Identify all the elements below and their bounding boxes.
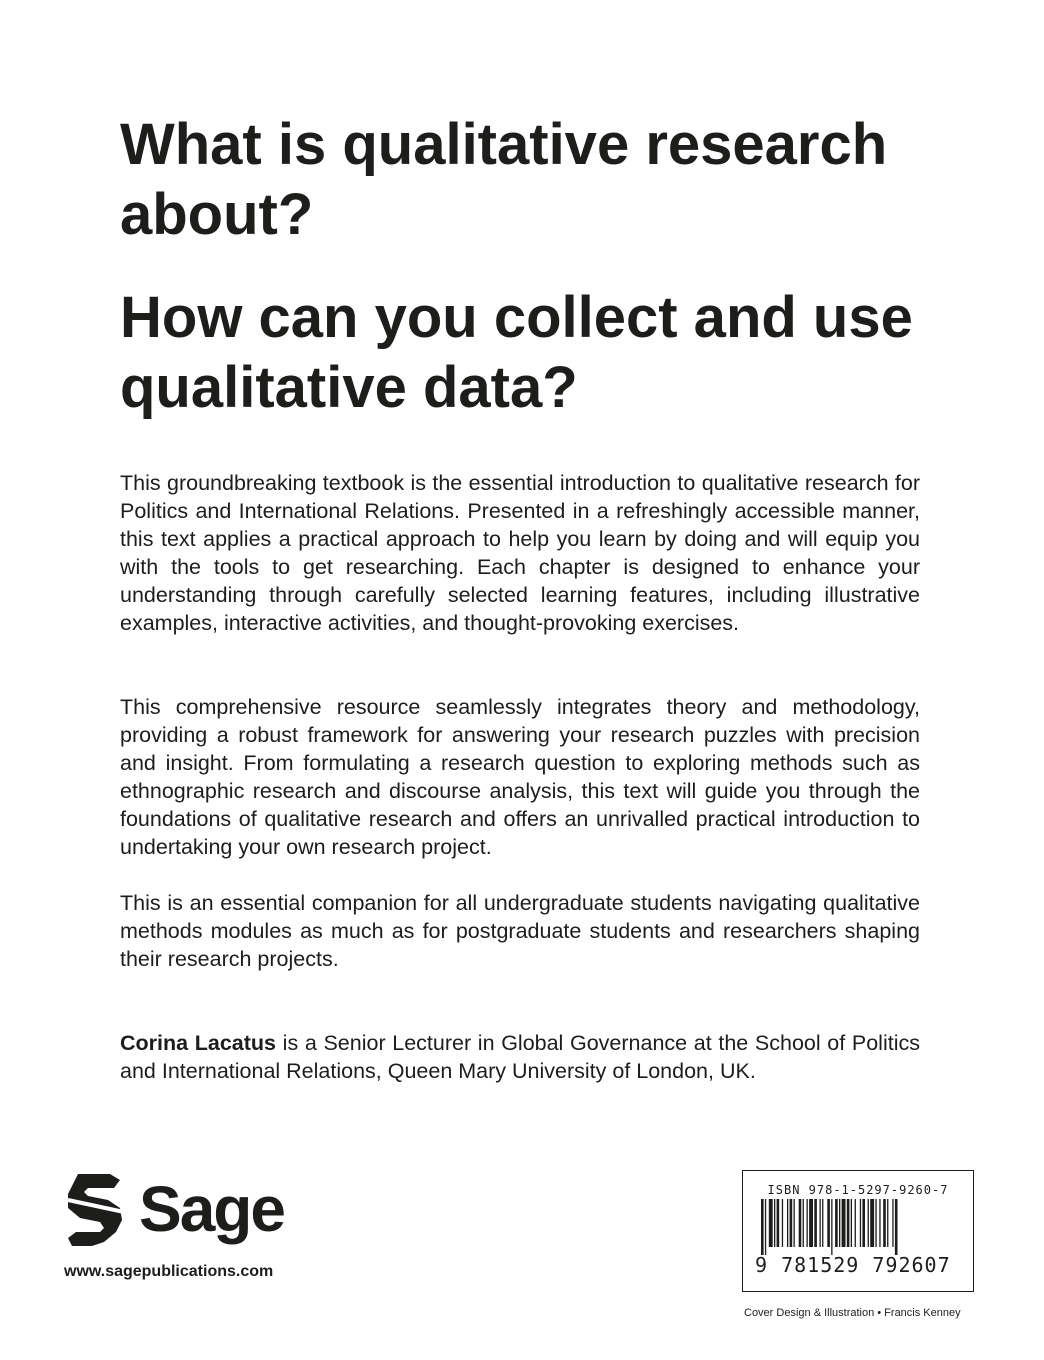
isbn-label: ISBN 978-1-5297-9260-7 <box>767 1183 949 1197</box>
isbn-barcode <box>742 1170 974 1292</box>
barcode-bar <box>839 1199 840 1247</box>
barcode-bar <box>831 1199 832 1255</box>
barcode-bar <box>769 1199 773 1247</box>
barcode-bar <box>847 1199 850 1247</box>
barcode-bar <box>827 1199 830 1247</box>
barcode-bar <box>892 1199 893 1247</box>
barcode-bar <box>883 1199 886 1247</box>
barcode-bar <box>851 1199 852 1247</box>
barcode-bar <box>799 1199 802 1247</box>
companion-paragraph: This is an essential companion for all undergraduate students navigating qualitative methods modules as much as for postgraduate students and researchers shaping their research projects. <box>120 891 920 971</box>
barcode-bar <box>777 1199 780 1247</box>
barcode-bar <box>794 1199 795 1247</box>
cover-credit: Cover Design & Illustration • Francis Kenney <box>744 1307 961 1319</box>
barcode-bar <box>761 1199 764 1255</box>
barcode-number: 9 781529 792607 <box>755 1253 951 1277</box>
barcode-bar <box>875 1199 876 1247</box>
barcode-bar <box>774 1199 775 1247</box>
sage-s-mark-icon <box>64 1170 128 1250</box>
barcode-bar <box>822 1199 823 1247</box>
barcode-bar <box>870 1199 874 1247</box>
barcode-bar <box>855 1199 856 1247</box>
barcode-bar <box>814 1199 817 1247</box>
resource-paragraph: This comprehensive resource seamlessly integrates theory and methodology, providing a robust framework for answering your research puzzles with precision and insight. From formulating a research question to exploring methods such as ethnographic research and discourse analysis, this text will guide you through the foundations of qualitative research and offers an unrivalled practical introduction to undertaking your own research project. <box>120 695 920 859</box>
barcode-bar <box>809 1199 813 1247</box>
barcode-bar <box>895 1199 898 1255</box>
barcode-bar <box>879 1199 880 1247</box>
barcode-bar <box>787 1199 788 1247</box>
barcode-bar <box>868 1199 869 1247</box>
sage-logo <box>64 1170 304 1250</box>
barcode-bar <box>842 1199 846 1247</box>
barcode-bar <box>820 1199 821 1247</box>
barcode-bar <box>782 1199 783 1247</box>
heading-question-2: How can you collect and use qualitative data? <box>120 285 913 420</box>
barcode-bar <box>835 1199 838 1247</box>
heading-question-1: What is qualitative research about? <box>120 112 888 247</box>
publisher-website: www.sagepublications.com <box>64 1263 274 1280</box>
author-bio <box>120 1029 920 1085</box>
barcode-bar <box>887 1199 888 1247</box>
barcode-bar <box>807 1199 808 1247</box>
barcode-bar <box>862 1199 865 1247</box>
barcode-bars <box>755 1199 963 1259</box>
barcode-bar <box>803 1199 804 1247</box>
author-name: Corina Lacatus <box>120 1031 277 1055</box>
barcode-bar <box>860 1199 861 1247</box>
author-bio-text: is a Senior Lecturer in Global Governance at the School of Politics and International Relations, Queen Mary University of London, UK. <box>120 1031 920 1083</box>
intro-paragraph: This groundbreaking textbook is the essential introduction to qualitative research for Politics and International Relations. Presented in a refreshingly accessible manner, this text applies a practical approach to help you learn by doing and will equip you with the tools to get researching. Each chapter is designed to enhance your understanding through carefully selected learning features, including illustrative examples, interactive activities, and thought-provoking exercises. <box>120 471 920 635</box>
barcode-bar <box>790 1199 793 1247</box>
barcode-bar <box>765 1199 766 1255</box>
sage-wordmark: Sage <box>139 1173 284 1245</box>
